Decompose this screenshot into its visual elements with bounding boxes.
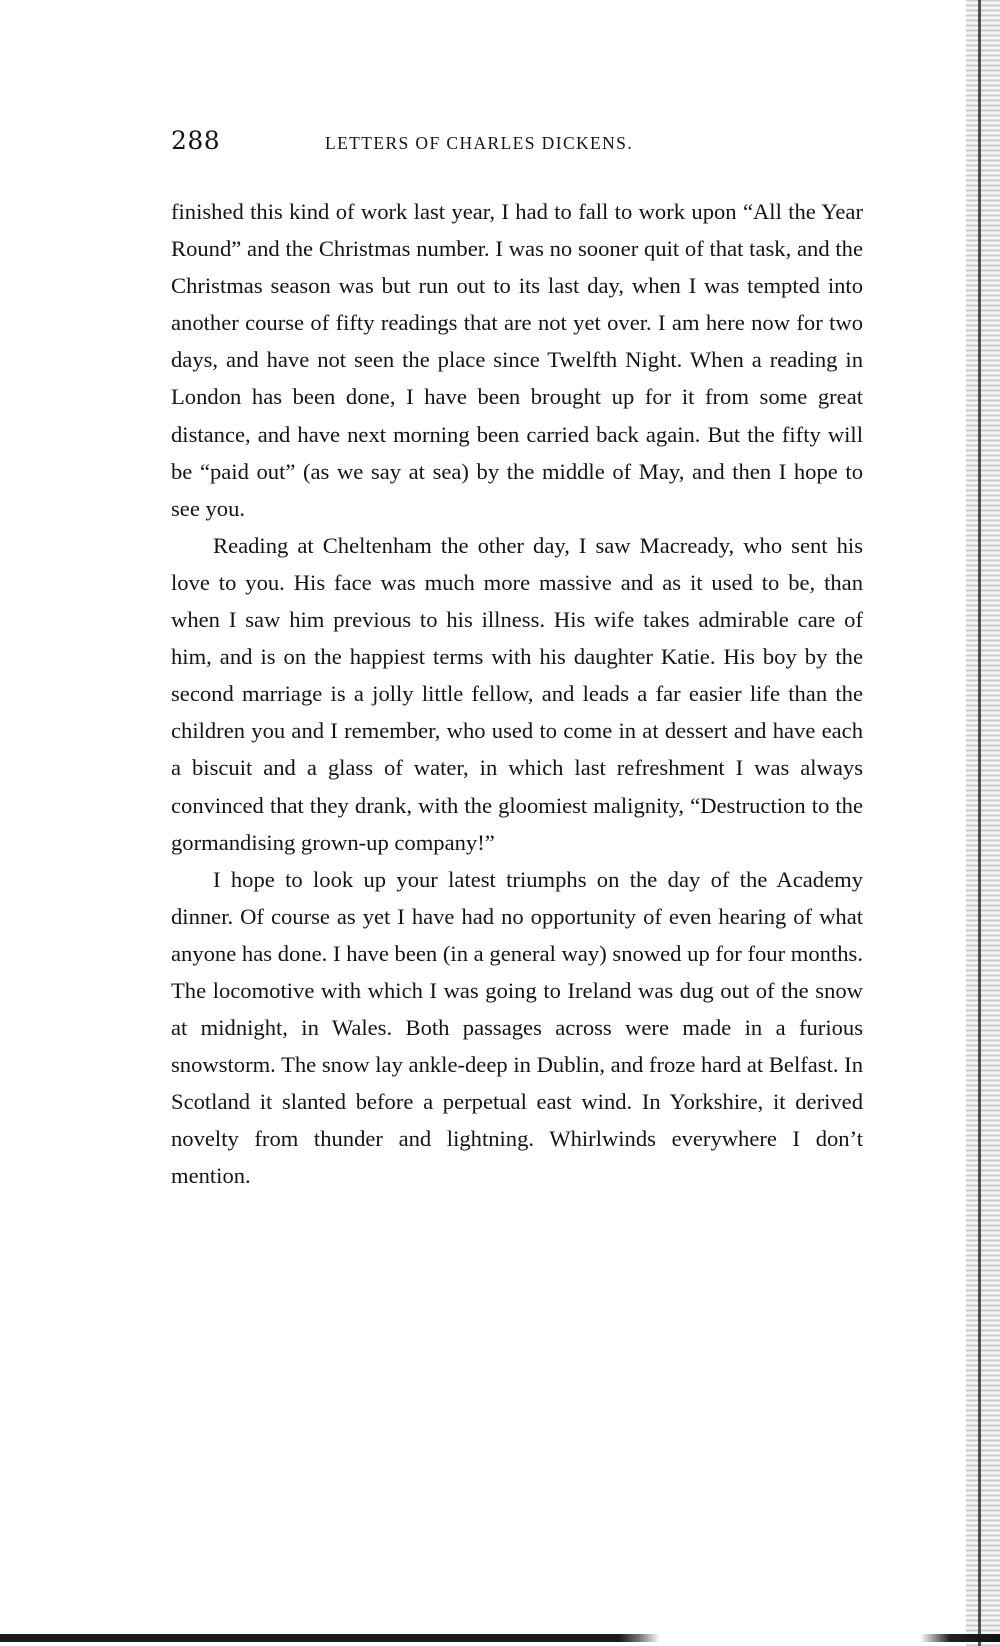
paragraph-1: finished this kind of work last year, I had to fall to work upon “All the Year Round” and the Christmas number. I was no sooner quit of that task, and the Christmas season was but run out to its last day, when I was tempted into another course of fifty readings that are not yet over. I am here now for two days, and have not seen the place since Twelfth Night. When a reading in London has been done, I have been brought up for it from some great distance, and have next morning been carried back again. But the fifty will be “paid out” (as we say at sea) by the middle of May, and then I hope to see you.: [171, 199, 863, 521]
paragraph-3: I hope to look up your latest triumphs on the day of the Academy dinner. Of course as yet I have had no opportunity of even hearing of what anyone has done. I have been (in a general way) snowed up for four months. The locomotive with which I was going to Ireland was dug out of the snow at midnight, in Wales. Both passages across were made in a furious snowstorm. The snow lay ankle-deep in Dublin, and froze hard at Belfast. In Scotland it slanted before a perpetual east wind. In Yorkshire, it derived novelty from thunder and lightning. Whirlwinds everywhere I don’t mention.: [171, 866, 863, 1189]
paragraph-2: Reading at Cheltenham the other day, I saw Macready, who sent his love to you. His face was much more massive and as it used to be, than when I saw him previous to his illness. His wife takes admirable care of him, and is on the happiest terms with his daughter Katie. His boy by the second marriage is a jolly little fellow, and leads a far easier life than the children you and I remember, who used to come in at dessert and have each a biscuit and a glass of water, in which last refreshment I was always convinced that they drank, with the gloomiest malignity, “Destruction to the gormandising grown-up company!”: [171, 532, 863, 855]
scan-edge-shadow: [966, 0, 1000, 1646]
scan-edge-line: [978, 0, 981, 1646]
running-title: LETTERS OF CHARLES DICKENS.: [325, 133, 634, 153]
page-number: 288: [171, 126, 221, 155]
letter-body: [171, 193, 863, 1195]
scan-bottom-edge: [0, 1634, 1000, 1642]
running-head: [171, 126, 871, 166]
